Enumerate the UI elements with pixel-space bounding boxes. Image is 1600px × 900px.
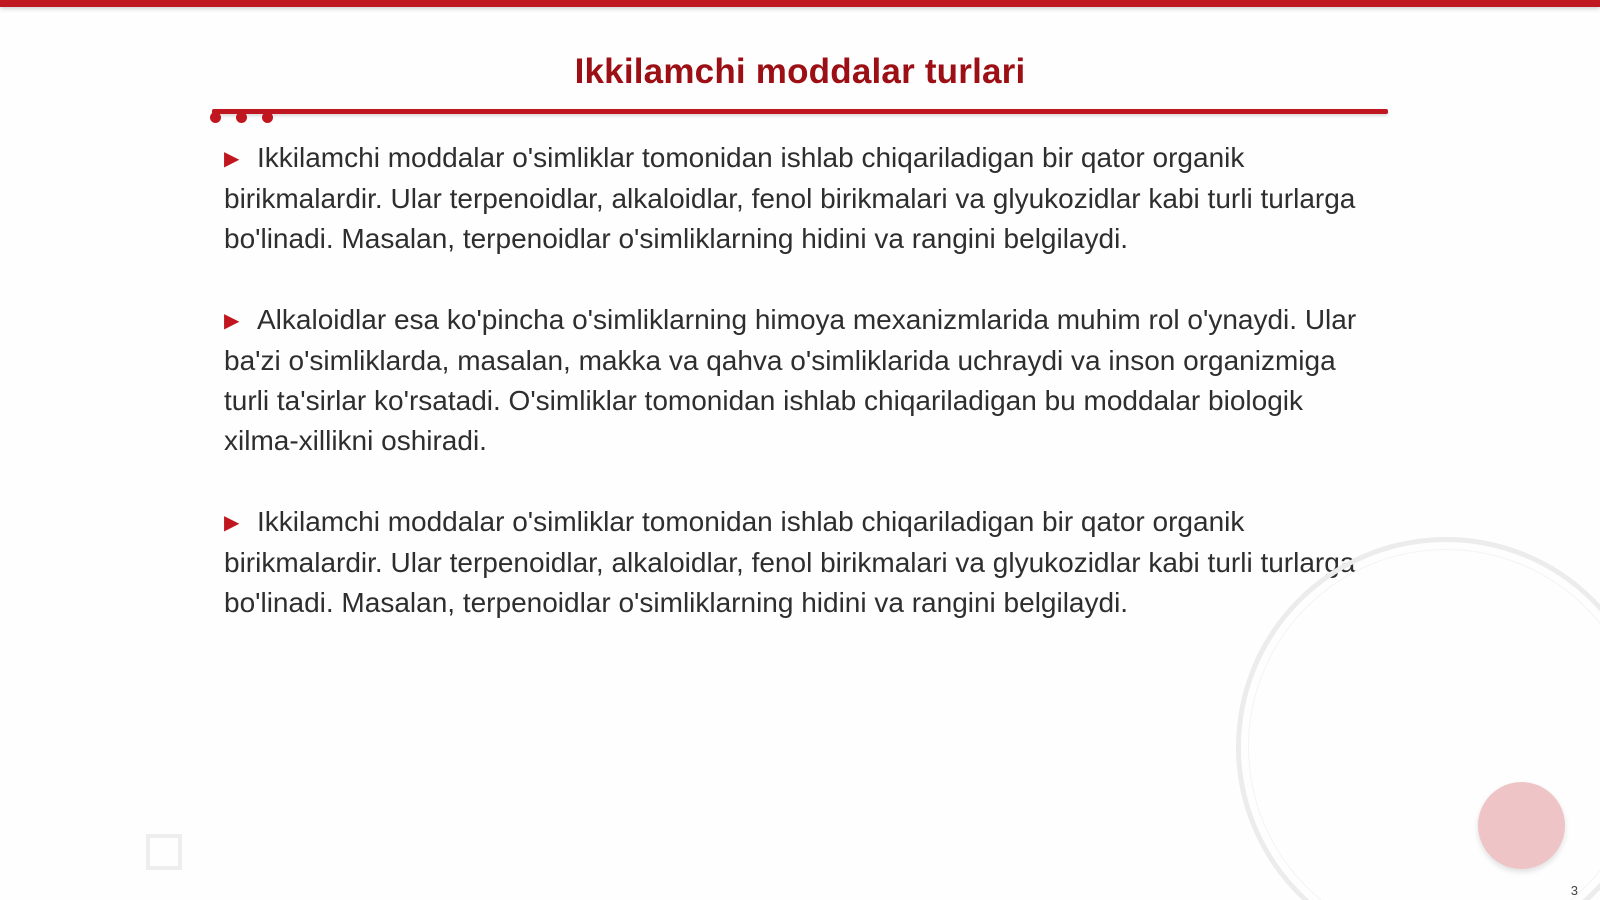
bullet-paragraph xyxy=(224,138,1374,259)
paragraph-text: Ikkilamchi moddalar o'simliklar tomonidan ishlab chiqariladigan bir qator organik birikmalardir. Ular terpenoidlar, alkaloidlar, fenol birikmalari va glyukozidlar kabi turli turlarga bo'linadi. Masalan, terpenoidlar o'simliklarning hidini va rangini belgilaydi. xyxy=(224,506,1356,618)
underline-dot xyxy=(262,112,273,123)
paragraph-text: Ikkilamchi moddalar o'simliklar tomonidan ishlab chiqariladigan bir qator organik birikmalardir. Ular terpenoidlar, alkaloidlar, fenol birikmalari va glyukozidlar kabi turli turlarga bo'linadi. Masalan, terpenoidlar o'simliklarning hidini va rangini belgilaydi. xyxy=(224,142,1356,254)
triangle-right-icon: ▶ xyxy=(224,148,240,170)
slide-body xyxy=(224,138,1374,664)
bullet-paragraph xyxy=(224,502,1374,623)
underline-dot xyxy=(236,112,247,123)
paragraph-text: Alkaloidlar esa ko'pincha o'simliklarning himoya mexanizmlarida muhim rol o'ynaydi. Ular ba'zi o'simliklarda, masalan, makka va qahva o'simliklarida uchraydi va inson organizmiga turli ta'sirlar ko'rsatadi. O'simliklar tomonidan ishlab chiqariladigan bu moddalar biologik xilma-xillikni oshiradi. xyxy=(224,304,1357,456)
title-underline xyxy=(212,109,1388,114)
underline-dot xyxy=(210,112,221,123)
decorative-circle xyxy=(1478,782,1565,869)
decorative-square xyxy=(146,834,182,870)
triangle-right-icon: ▶ xyxy=(224,310,240,332)
triangle-right-icon: ▶ xyxy=(224,512,240,534)
slide-title: Ikkilamchi moddalar turlari xyxy=(574,52,1026,91)
bullet-paragraph xyxy=(224,300,1374,461)
page-number: 3 xyxy=(1570,883,1578,898)
top-accent-bar xyxy=(0,0,1600,7)
